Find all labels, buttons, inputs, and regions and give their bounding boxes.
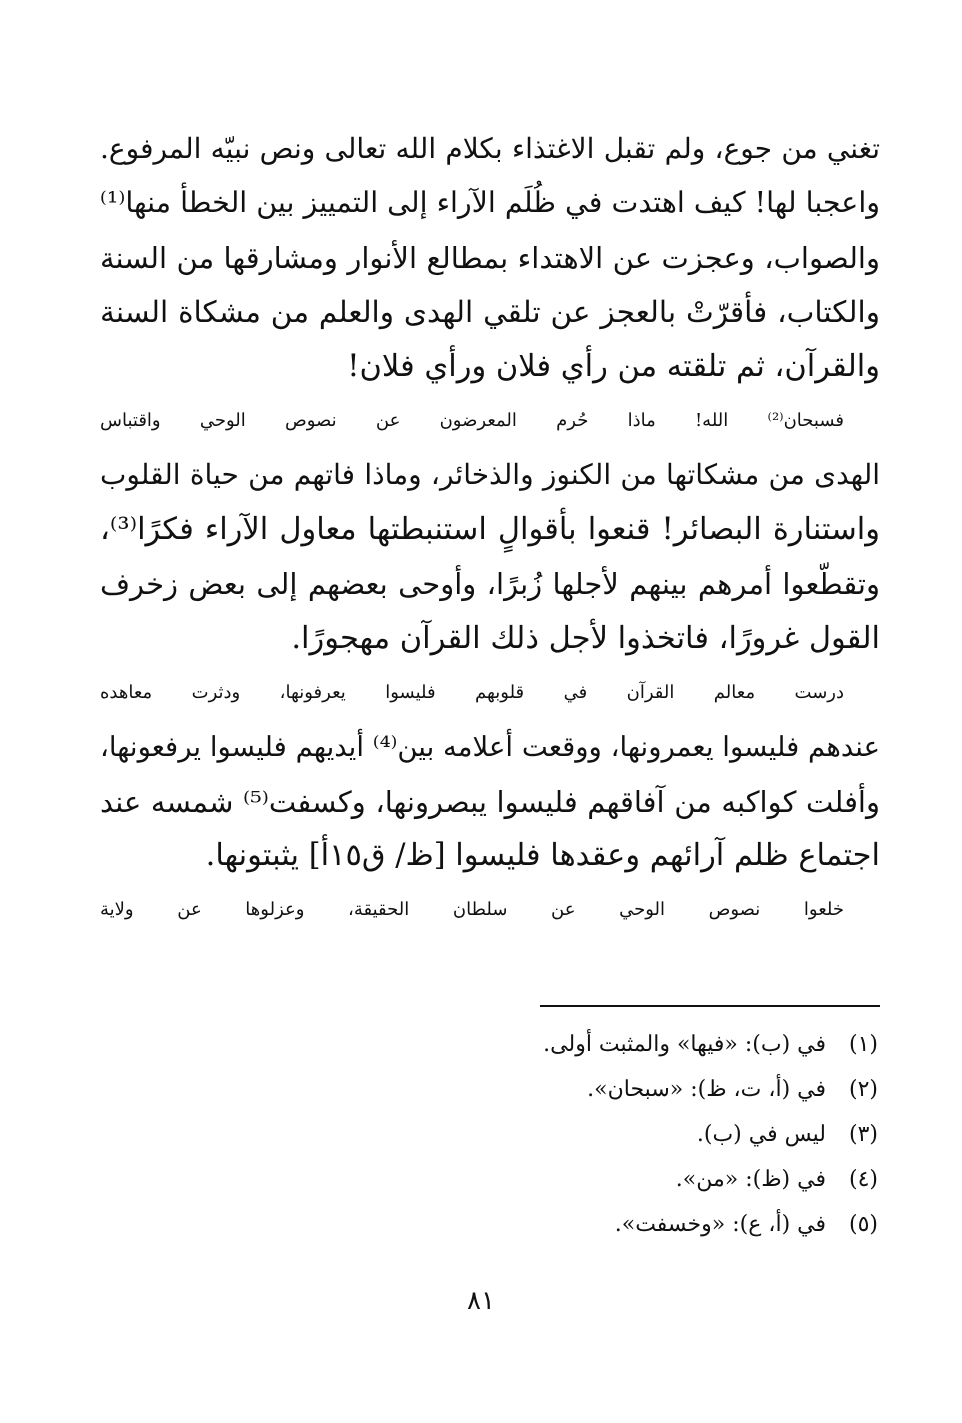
text-line: اجتماع ظلم آرائهم وعقدها فليسوا [ظ/ ق١٥أ] يثبتونها.: [205, 838, 880, 874]
text-line: عندهم فليسوا يعمرونها، ووقعت أعلامه بين⁽⁴⁾ أيديهم فليسوا يرفعونها،: [100, 731, 881, 764]
footnote: [178, 1022, 878, 1067]
footnote-text: في (ظ): «من».: [675, 1167, 826, 1192]
footnote: [178, 1112, 878, 1157]
text-line: والكتاب، فأقرّتْ بالعجز عن تلقي الهدى والعلم من مشكاة السنة: [100, 295, 880, 330]
main-text: [100, 122, 880, 938]
text-line: القول غرورًا، فاتخذوا لأجل ذلك القرآن مهجورًا.: [291, 620, 880, 656]
footnote-text: في (أ، ت، ظ): «سبحان».: [587, 1077, 826, 1102]
text-line: تغني من جوع، ولم تقبل الاغتذاء بكلام الله تعالى ونص نبيّه المرفوع.: [100, 132, 880, 165]
text-line: وأفلت كواكبه من آفاقهم فليسوا يبصرونها، وكسفت⁽⁵⁾ شمسه عند: [100, 784, 880, 819]
footnote: [178, 1067, 878, 1112]
footnote-text: في (ب): «فيها» والمثبت أولى.: [543, 1032, 826, 1057]
text-line: والقرآن، ثم تلقته من رأي فلان ورأي فلان!: [347, 348, 880, 384]
footnote: [178, 1157, 878, 1202]
footnote-number: (٢): [848, 1077, 878, 1102]
footnote-number: (٥): [848, 1212, 878, 1237]
footnote-text: ليس في (ب).: [696, 1122, 826, 1147]
page-number: ٨١: [467, 1286, 495, 1316]
footnote: [178, 1202, 878, 1247]
footnote-number: (١): [848, 1032, 878, 1057]
text-line: واستنارة البصائر! قنعوا بأقوالٍ استنبطتها معاول الآراء فكرًا⁽³⁾،: [100, 511, 880, 547]
footnote-number: (٣): [848, 1122, 878, 1147]
footnote-number: (٤): [848, 1167, 878, 1192]
text-line: والصواب، وعجزت عن الاهتداء بمطالع الأنوار ومشارقها من السنة: [100, 240, 880, 275]
footnote-separator: [540, 1005, 880, 1007]
text-line: واعجبا لها! كيف اهتدت في ظُلَم الآراء إلى التمييز بين الخطأ منها⁽¹⁾: [99, 186, 880, 220]
text-line: الهدى من مشكاتها من الكنوز والذخائر، وماذا فاتهم من حياة القلوب: [100, 458, 880, 492]
text-line: وتقطّعوا أمرهم بينهم لأجلها زُبرًا، وأوحى بعضهم إلى بعض زخرف: [100, 567, 880, 602]
footnotes: [178, 1022, 878, 1247]
text-line: فسبحان⁽²⁾ الله! ماذا حُرم المعرضون عن نصوص الوحي واقتباس: [100, 409, 844, 431]
footnote-text: في (أ، ع): «وخسفت».: [614, 1212, 826, 1237]
text-line: خلعوا نصوص الوحي عن سلطان الحقيقة، وعزلوها عن ولاية: [100, 899, 844, 921]
text-line: درست معالم القرآن في قلوبهم فليسوا يعرفونها، ودثرت معاهده: [100, 681, 844, 703]
